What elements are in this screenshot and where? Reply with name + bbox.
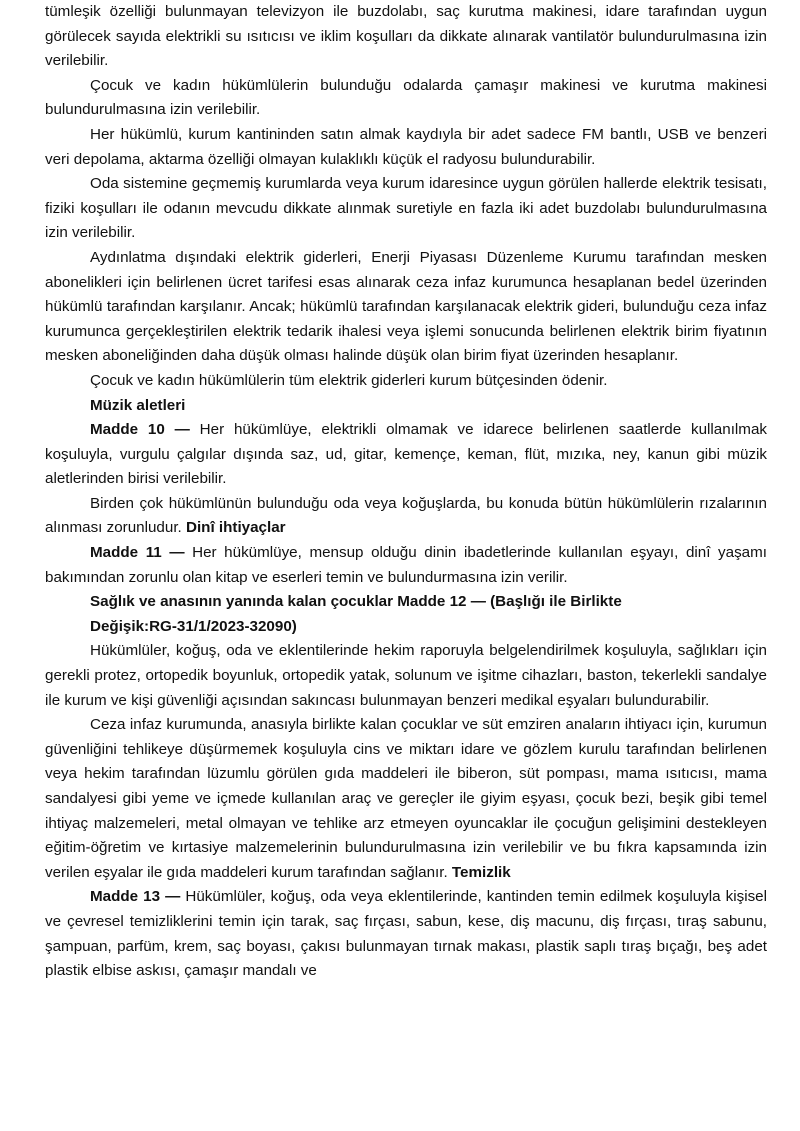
article-11: [45, 541, 767, 590]
heading-cleanliness: Temizlik: [451, 863, 511, 881]
document-page: [45, 0, 767, 984]
heading-music-instruments: Müzik aletleri: [90, 396, 186, 414]
heading-religious-needs: Dinî ihtiyaçlar: [185, 519, 286, 537]
paragraph-children-needs-text: Ceza infaz kurumunda, anasıyla birlikte kalan çocuklar ve süt emziren anaların ihtiyacı için, kurumun güvenliğini tehlikeye düşürmemek koşuluyla cins ve miktarı idare ve gözlem kurulu tarafından belirlenen veya hekim tarafından lüzumlu görülen gıda maddeleri ile biberon, süt pompası, mama ısıtıcısı, mama sandalyesi gibi yeme ve içmede kullanılan araç ve gereçler ile giyim eşyası, çocuk bezi, beşik gibi temel ihtiyaç malzemeleri, metal olmayan ve tehlike arz etmeyen oyuncaklar ile çocuğun gelişimini destekleyen eğitim-öğretim ve kırtasiye malzemelerinin bulundurulmasına izin verilebilir ve bu fıkra kapsamında izin verilen eşyalar ile gıda maddeleri kurum tarafından sağlanır.: [45, 716, 767, 881]
article-13-label: Madde 13 —: [90, 888, 181, 906]
paragraph-appliances: tümleşik özelliği bulunmayan televizyon ile buzdolabı, saç kurutma makinesi, idare tarafından uygun görülecek sayıda elektrikli su ısıtıcısı ve iklim koşulları da dikkate alınarak vantilatör bulundurulmasına izin verilebilir.: [45, 3, 767, 70]
article-13-text: Hükümlüler, koğuş, oda veya eklentilerinde, kantinden temin edilmek koşuluyla kişisel ve çevresel temizliklerini temin için tarak, saç fırçası, sabun, kese, diş macunu, diş fırçası, tıraş sabunu, şampuan, parfüm, krem, saç boyası, çakısı bulunmayan tırnak makası, plastik saplı tıraş bıçağı, beş adet plastik elbise askısı, çamaşır mandalı ve: [45, 888, 767, 980]
article-10-label: Madde 10 —: [90, 421, 190, 439]
article-11-text: Her hükümlüye, mensup olduğu dinin ibadetlerinde kullanılan eşyayı, dinî yaşamı bakımından zorunlu olan kitap ve eserleri temin ve bulundurmasına izin verilir.: [45, 544, 767, 586]
paragraph-medical-items: Hükümlüler, koğuş, oda ve eklentilerinde hekim raporuyla belgelendirilmek koşuluyla, sağlıkları için gerekli protez, ortopedik boyunluk, ortopedik yatak, solunum ve işitme cihazları, baston, tekerlekli sandalye ile kurum ve kişi güvenliği açısından sakıncası bulunmayan benzeri medikal eşyaları bulundurabilir.: [45, 642, 767, 709]
article-10-text: Her hükümlüye, elektrikli olmamak ve idarece belirlenen saatlerde kullanılmak koşuluyla, vurgulu çalgılar dışında saz, ud, gitar, kemençe, keman, flüt, mızıka, ney, kanun gibi müzik aletlerinden birisi verilebilir.: [45, 421, 767, 488]
paragraph-consent-text: Birden çok hükümlünün bulunduğu oda veya koğuşlarda, bu konuda bütün hükümlülerin rızalarının alınması zorunludur.: [45, 494, 767, 537]
paragraph-electricity-budget: Çocuk ve kadın hükümlülerin tüm elektrik giderleri kurum bütçesinden ödenir.: [90, 371, 608, 389]
paragraph-washing-machine: Çocuk ve kadın hükümlülerin bulunduğu odalarda çamaşır makinesi ve kurutma makinesi bulundurulmasına izin verilebilir.: [45, 76, 767, 119]
paragraph-consent: [45, 492, 767, 541]
heading-health-children-line2: Değişik:RG-31/1/2023-32090): [90, 617, 297, 635]
article-10: [45, 418, 767, 492]
paragraph-electricity-costs: Aydınlatma dışındaki elektrik giderleri, Enerji Piyasası Düzenleme Kurumu tarafından mesken abonelikleri için belirlenen ücret tarifesi esas alınarak ceza infaz kurumunca hesaplanan bedel üzerinden hükümlü tarafından karşılanır. Ancak; hükümlü tarafından karşılanacak elektrik gideri, bulunduğu ceza infaz kurumunca gerçekleştirilen elektrik tedarik ihalesi veya işlemi sonucunda belirlenen elektrik birim fiyatının mesken aboneliğinden daha düşük olması halinde düşük olan birim fiyat üzerinden hesaplanır.: [45, 248, 767, 365]
paragraph-children-needs: [45, 713, 767, 885]
article-13: [45, 885, 767, 983]
paragraph-radio: Her hükümlü, kurum kantininden satın almak kaydıyla bir adet sadece FM bantlı, USB ve benzeri veri depolama, aktarma özelliği olmayan kulaklıklı küçük el radyosu bulundurabilir.: [45, 125, 767, 168]
heading-health-children-line1: Sağlık ve anasının yanında kalan çocuklar Madde 12 — (Başlığı ile Birlikte: [90, 593, 622, 611]
paragraph-refrigerator: Oda sistemine geçmemiş kurumlarda veya kurum idaresince uygun görülen hallerde elektrik tesisatı, fiziki koşulları ile odanın mevcudu dikkate alınmak suretiyle en fazla iki adet buzdolabı bulundurulmasına izin verilebilir.: [45, 175, 767, 242]
article-11-label: Madde 11 —: [90, 544, 185, 562]
